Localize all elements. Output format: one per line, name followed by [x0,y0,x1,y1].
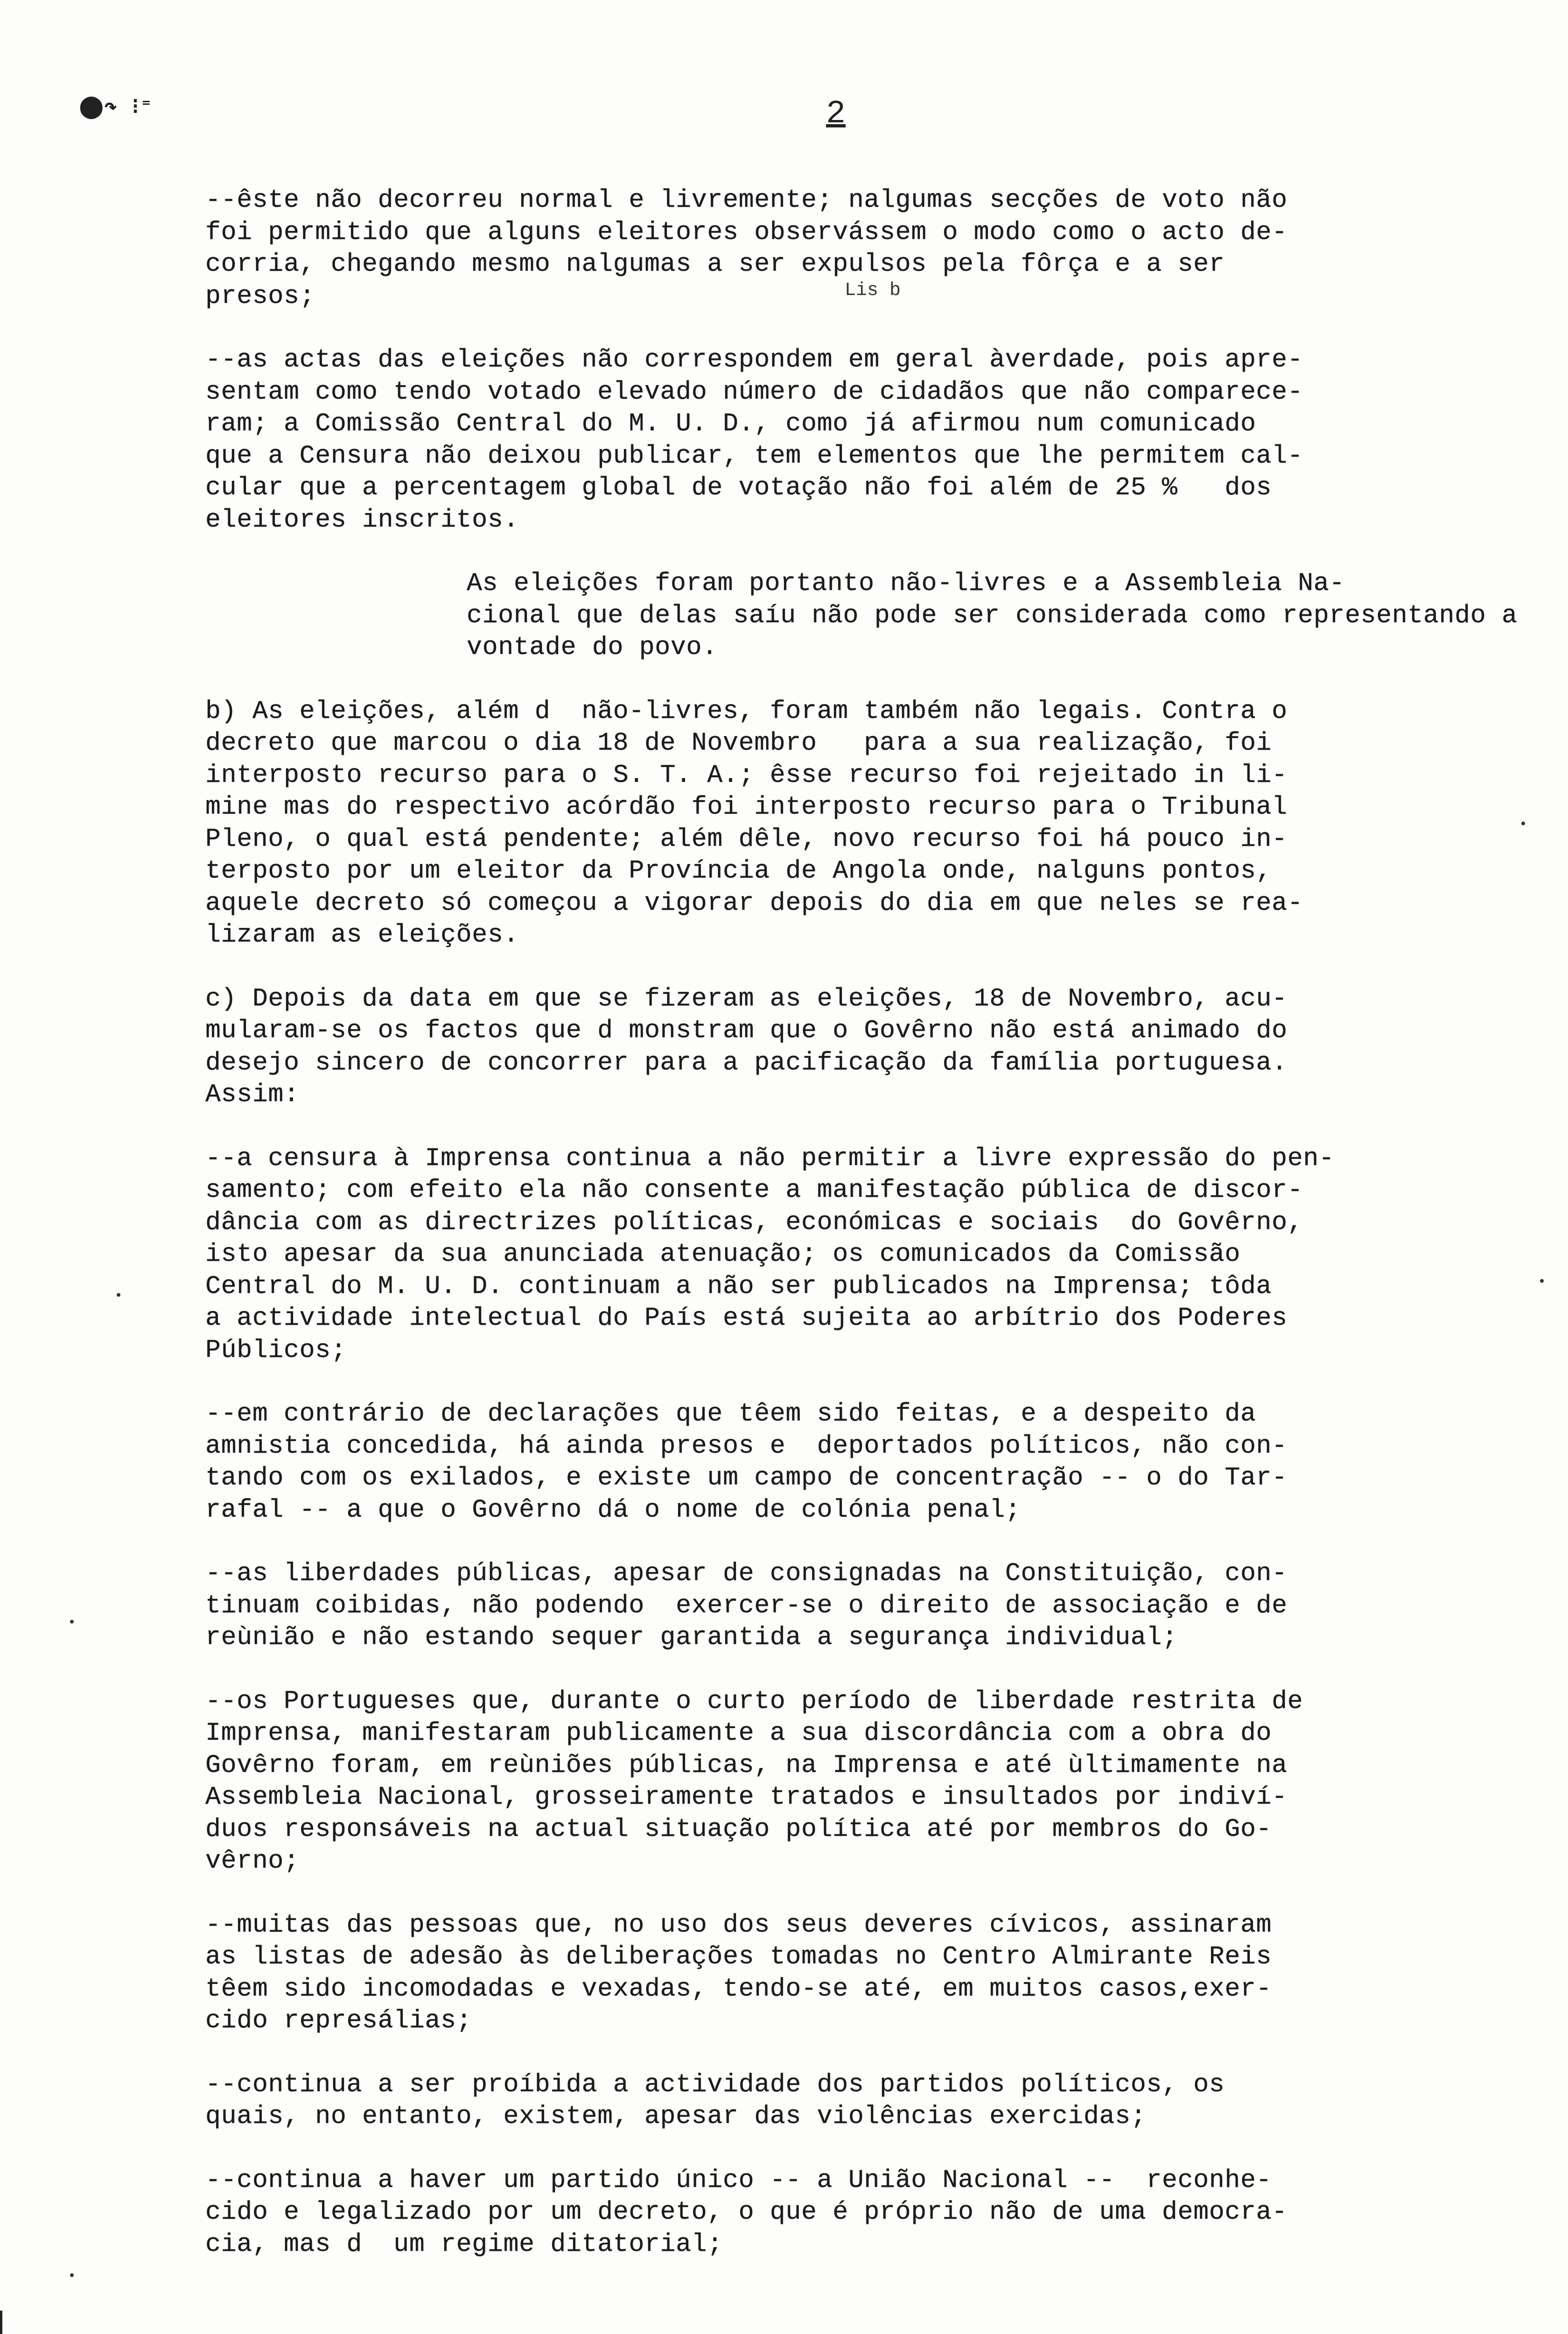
paragraph-p1 [205,184,1512,312]
paragraph-p6 [205,1143,1512,1367]
text-line: cional que delas saíu não pode ser considerada como representando a [467,600,1518,630]
text-line: têem sido incomodadas e vexadas, tendo-se até, em muitos casos,exer- [205,1974,1272,2004]
text-line: decreto que marcou o dia 18 de Novembro para a sua realização, foi [205,728,1272,758]
text-line: ram; a Comissão Central do M. U. D., como já afirmou num comunicado [205,409,1256,438]
text-line: interposto recurso para o S. T. A.; êsse recurso foi rejeitado in li- [205,760,1288,790]
text-line: --a censura à Imprensa continua a não permitir a livre expressão do pen- [205,1143,1335,1173]
text-line: terposto por um eleitor da Província de Angola onde, nalguns pontos, [205,856,1272,886]
text-line: cia, mas d um regime ditatorial; [205,2229,723,2259]
text-line: --continua a ser proíbida a actividade dos partidos políticos, os [205,2069,1225,2099]
paragraph-p3 [205,568,1518,664]
paragraph-p2 [205,344,1512,536]
text-line: b) As eleições, além d não-livres, foram também não legais. Contra o [205,696,1288,726]
text-line: vêrno; [205,1846,300,1876]
text-line: rafal -- a que o Govêrno dá o nome de colónia penal; [205,1495,1021,1525]
text-line: mine mas do respectivo acórdão foi interposto recurso para o Tribunal [205,792,1288,822]
text-line: As eleições foram portanto não-livres e a Assembleia Na- [467,569,1345,598]
paragraph-p8 [205,1558,1512,1654]
paragraph-p12 [205,2165,1512,2261]
paragraph-p11 [205,2069,1512,2133]
text-line: cido e legalizado por um decreto, o que é próprio não de uma democra- [205,2197,1288,2227]
text-line: reùnião e não estando sequer garantida a segurança individual; [205,1623,1178,1652]
scan-edge-line [0,2311,2,2334]
paragraph-p10 [205,1909,1512,2037]
text-line: dância com as directrizes políticas, económicas e sociais do Govêrno, [205,1207,1303,1237]
text-line: Assembleia Nacional, grosseiramente tratados e insultados por indiví- [205,1782,1288,1812]
text-line: presos; [205,281,315,311]
text-line: --as actas das eleições não correspondem em geral àverdade, pois apre- [205,345,1303,374]
text-line: a actividade intelectual do País está sujeita ao arbítrio dos Poderes [205,1303,1288,1333]
text-line: Govêrno foram, em reùniões públicas, na Imprensa e até ùltimamente na [205,1750,1288,1780]
text-line: Imprensa, manifestaram publicamente a sua discordância com a obra do [205,1718,1272,1748]
paragraph-p7 [205,1398,1512,1526]
scan-speck [70,2273,74,2277]
paragraph-p5 [205,983,1512,1111]
text-line: cular que a percentagem global de votação não foi além de 25 % dos [205,473,1272,502]
scan-speck [117,1293,120,1297]
text-line: duos responsáveis na actual situação política até por membros do Go- [205,1814,1272,1844]
scan-speck [1540,1279,1544,1283]
text-line: quais, no entanto, existem, apesar das violências exercidas; [205,2102,1147,2131]
text-line: mularam-se os factos que d monstram que o Govêrno não está animado do [205,1016,1288,1045]
corner-mark: ⬤↷ ⁝⁼ [79,96,154,120]
text-line: --os Portugueses que, durante o curto período de liberdade restrita de [205,1686,1303,1716]
text-line: foi permitido que alguns eleitores observássem o modo como o acto de- [205,217,1288,247]
document-body [205,184,1518,2292]
paragraph-p4 [205,696,1512,951]
text-line: tinuam coibidas, não podendo exercer-se o direito de associação e de [205,1590,1288,1620]
text-line: as listas de adesão às deliberações tomadas no Centro Almirante Reis [205,1942,1272,1971]
page-number: 2 [826,96,846,133]
handwritten-insertion: Lis b [845,280,901,301]
text-line: que a Censura não deixou publicar, tem elementos que lhe permitem cal- [205,441,1303,471]
text-line: vontade do povo. [467,633,718,662]
text-line: --em contrário de declarações que têem sido feitas, e a despeito da [205,1399,1256,1428]
text-line: aquele decreto só começou a vigorar depois do dia em que neles se rea- [205,888,1303,918]
text-line: --as liberdades públicas, apesar de consignadas na Constituição, con- [205,1559,1288,1588]
text-line: sentam como tendo votado elevado número de cidadãos que não comparece- [205,377,1303,407]
text-line: Central do M. U. D. continuam a não ser publicados na Imprensa; tôda [205,1271,1272,1301]
paragraph-p9 [205,1686,1512,1877]
text-line: --muitas das pessoas que, no uso dos seus deveres cívicos, assinaram [205,1910,1272,1940]
scan-speck [1521,822,1525,825]
text-line: amnistia concedida, há ainda presos e deportados políticos, não con- [205,1431,1288,1461]
text-line: eleitores inscritos. [205,505,519,534]
text-line: Assim: [205,1080,300,1109]
scan-speck [70,1620,74,1624]
text-line: --êste não decorreu normal e livremente; nalgumas secções de voto não [205,185,1288,215]
text-line: lizaram as eleições. [205,920,519,949]
text-line: --continua a haver um partido único -- a União Nacional -- reconhe- [205,2165,1272,2195]
text-line: desejo sincero de concorrer para a pacificação da família portuguesa. [205,1047,1288,1077]
text-line: isto apesar da sua anunciada atenuação; os comunicados da Comissão [205,1239,1240,1269]
text-line: Pleno, o qual está pendente; além dêle, novo recurso foi há pouco in- [205,824,1288,854]
text-line: cido represálias; [205,2006,472,2035]
text-line: c) Depois da data em que se fizeram as eleições, 18 de Novembro, acu- [205,984,1288,1013]
text-line: corria, chegando mesmo nalgumas a ser expulsos pela fôrça e a ser [205,249,1225,279]
text-line: samento; com efeito ela não consente a manifestação pública de discor- [205,1175,1303,1205]
text-line: Públicos; [205,1335,347,1365]
text-line: tando com os exilados, e existe um campo de concentração -- o do Tar- [205,1463,1288,1492]
